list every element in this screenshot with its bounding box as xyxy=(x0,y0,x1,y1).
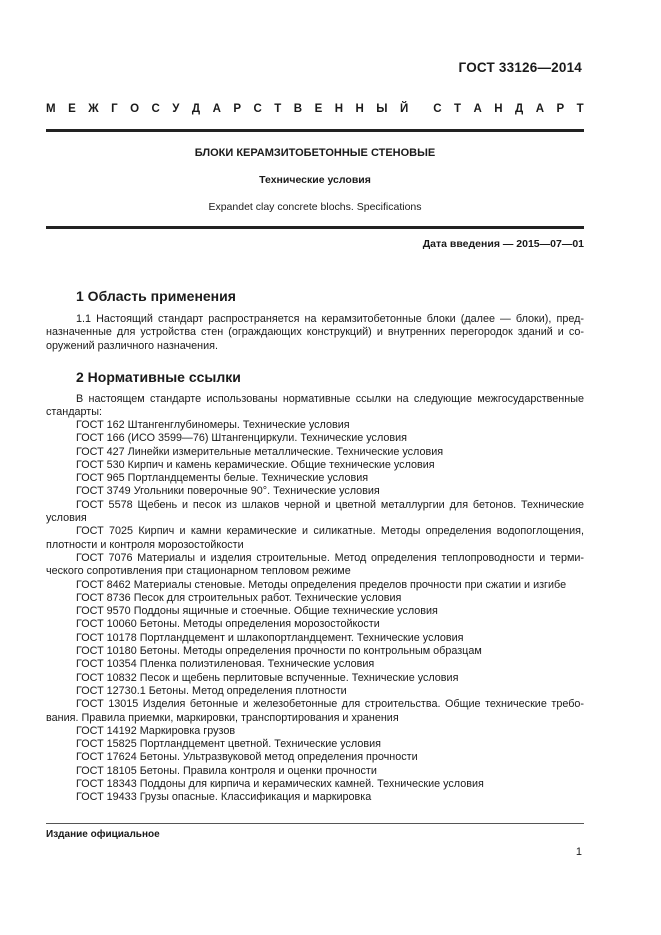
banner-letter: Г xyxy=(111,103,118,115)
section-2-heading: 2 Нормативные ссылки xyxy=(76,369,241,385)
banner-letter: Н xyxy=(355,103,364,115)
reference-item: ГОСТ 10180 Бетоны. Методы определения прочности по контрольным образцам xyxy=(76,645,482,658)
interstate-standard-banner xyxy=(46,103,584,115)
reference-item: ГОСТ 19433 Грузы опасные. Классификация и маркировка xyxy=(76,791,372,804)
banner-letter: Н xyxy=(334,103,344,115)
banner-letter: В xyxy=(293,103,303,115)
banner-letter: Ж xyxy=(88,103,99,115)
reference-item: ГОСТ 7076 Материалы и изделия строительные. Метод определения теплопроводности и терми-ческого сопротивления при стационарном тепловом режиме xyxy=(46,551,584,578)
banner-letter: Т xyxy=(576,103,584,115)
footer-rule xyxy=(46,823,584,824)
banner-letter: Ы xyxy=(376,103,388,115)
banner-letter: С xyxy=(433,103,442,115)
reference-item: ГОСТ 10354 Пленка полиэтиленовая. Технические условия xyxy=(76,658,375,671)
banner-letter: Д xyxy=(191,103,201,115)
english-title: Expandet clay concrete blochs. Specifications xyxy=(208,201,422,213)
document-title: БЛОКИ КЕРАМЗИТОБЕТОННЫЕ СТЕНОВЫЕ xyxy=(194,147,436,159)
section-2-intro-text: В настоящем стандарте использованы нормативные ссылки на следующие межгосударственные стандарты: xyxy=(46,393,584,419)
reference-item: ГОСТ 18343 Поддоны для кирпича и керамических камней. Технические условия xyxy=(76,778,484,791)
banner-letter: С xyxy=(253,103,262,115)
reference-item: ГОСТ 8462 Материалы стеновые. Методы определения пределов прочности при сжатии и изгибе xyxy=(76,578,567,591)
reference-item: ГОСТ 427 Линейки измерительные металлические. Технические условия xyxy=(76,445,444,458)
gost-number: ГОСТ 33126—2014 xyxy=(458,60,582,75)
reference-item: ГОСТ 10178 Портландцемент и шлакопортландцемент. Технические условия xyxy=(76,631,464,644)
banner-letter: С xyxy=(151,103,160,115)
document-subtitle: Технические условия xyxy=(259,174,371,186)
banner-letter: Р xyxy=(233,103,242,115)
reference-item: ГОСТ 166 (ИСО 3599—76) Штангенциркули. Технические условия xyxy=(76,432,407,445)
reference-item: ГОСТ 8736 Песок для строительных работ. Технические условия xyxy=(76,591,402,604)
banner-letter: М xyxy=(46,103,56,115)
reference-item: ГОСТ 17624 Бетоны. Ультразвуковой метод определения прочности xyxy=(76,751,418,764)
banner-letter: О xyxy=(130,103,140,115)
reference-item: ГОСТ 7025 Кирпич и камни керамические и силикатные. Методы определения водопоглощения, плотности и контроля морозостойкости xyxy=(46,525,584,551)
page-number: 1 xyxy=(575,846,582,858)
reference-item: ГОСТ 965 Портландцементы белые. Технические условия xyxy=(76,472,369,485)
banner-letter: Н xyxy=(494,103,503,115)
reference-item: ГОСТ 9570 Поддоны ящичные и стоечные. Общие технические условия xyxy=(76,605,438,618)
banner-letter: Е xyxy=(314,103,323,115)
reference-item: ГОСТ 530 Кирпич и камень керамические. Общие технические условия xyxy=(76,458,435,471)
reference-item: ГОСТ 5578 Щебень и песок из шлаков черной и цветной металлургии для бетонов. Технические условия xyxy=(46,498,584,525)
section-1-paragraph xyxy=(46,313,584,353)
reference-item: ГОСТ 10060 Бетоны. Методы определения морозостойкости xyxy=(76,618,380,631)
reference-item: ГОСТ 12730.1 Бетоны. Метод определения плотности xyxy=(76,684,347,697)
banner-letter: Т xyxy=(453,103,462,115)
banner-letter: А xyxy=(473,103,482,115)
reference-item: ГОСТ 14192 Маркировка грузов xyxy=(76,724,236,737)
reference-item: ГОСТ 13015 Изделия бетонные и железобетонные для строительства. Общие технические требо-вания. Правила приемки, маркировки, транспортирования и хранения xyxy=(46,698,584,724)
title-bottom-rule xyxy=(46,226,584,229)
banner-letter: Е xyxy=(68,103,76,115)
banner-letter: Д xyxy=(515,103,524,115)
reference-item: ГОСТ 18105 Бетоны. Правила контроля и оценки прочности xyxy=(76,764,377,777)
reference-item: ГОСТ 162 Штангенглубиномеры. Технические условия xyxy=(76,419,350,431)
reference-item: ГОСТ 3749 Угольники поверочные 90°. Технические условия xyxy=(76,485,380,498)
official-edition-label: Издание официальное xyxy=(46,829,160,840)
normative-references-list xyxy=(46,419,584,805)
introduction-date: Дата введения — 2015—07—01 xyxy=(422,238,584,250)
section-2-intro xyxy=(46,393,584,420)
banner-letter: А xyxy=(535,103,545,115)
section-1-text: 1.1 Настоящий стандарт распространяется на керамзитобетонные блоки (далее — блоки), пред-назначенные для устройства стен (ограждающих конструкций) и внутренних перегородок зданий и со-оружений различного назначения. xyxy=(46,313,584,352)
reference-item: ГОСТ 15825 Портландцемент цветной. Технические условия xyxy=(76,738,381,751)
banner-letter: А xyxy=(212,103,221,115)
section-1-heading: 1 Область применения xyxy=(76,288,236,304)
top-rule xyxy=(46,129,584,132)
banner-letter: Р xyxy=(556,103,565,115)
banner-letter: Й xyxy=(400,103,409,115)
reference-item: ГОСТ 10832 Песок и щебень перлитовые вспученные. Технические условия xyxy=(76,671,459,684)
banner-letter: У xyxy=(172,103,180,115)
banner-letter: Т xyxy=(274,103,282,115)
